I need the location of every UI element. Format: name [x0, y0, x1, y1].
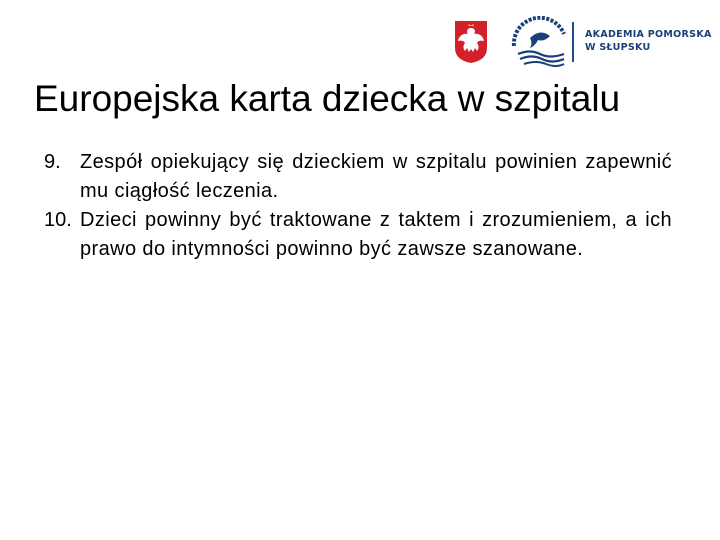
item-number: 10. [44, 209, 72, 231]
slide-title: Europejska karta dziecka w szpitalu [34, 78, 621, 119]
item-text: Zespół opiekujący się dzieckiem w szpitalu powinien zapewnić mu ciągłość leczenia. [80, 151, 672, 202]
university-name [585, 28, 712, 54]
polish-eagle-icon [454, 20, 488, 64]
university-name-line2: W SŁUPSKU [585, 42, 651, 53]
logo-divider [572, 22, 574, 62]
header-logos [448, 16, 712, 72]
charter-item-list [44, 148, 672, 264]
university-name-line1: AKADEMIA POMORSKA [585, 29, 712, 40]
list-item [44, 148, 672, 206]
item-text: Dzieci powinny być traktowane z taktem i zrozumieniem, a ich prawo do intymności powinno być zawsze szanowane. [80, 209, 672, 260]
item-number: 9. [44, 151, 61, 173]
list-item [44, 206, 672, 264]
